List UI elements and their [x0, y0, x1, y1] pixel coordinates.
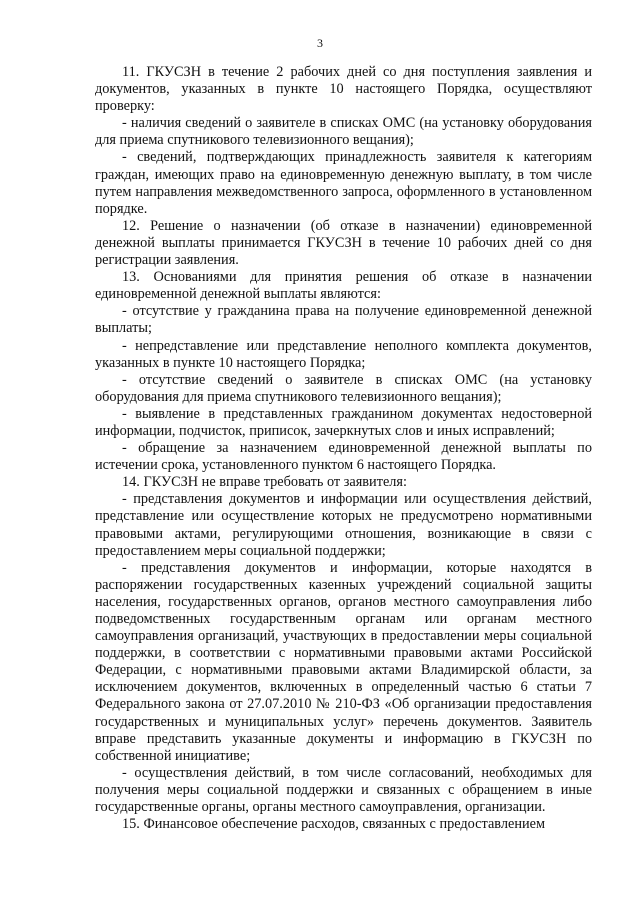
list-item-late-application: - обращение за назначением единовременной денежной выплаты по истечении срока, установленного пунктом 6 настоящего Порядка.	[95, 440, 592, 474]
list-item-false-info: - выявление в представленных гражданином документах недостоверной информации, подчисток, приписок, зачеркнутых слов и иных исправлений;	[95, 405, 592, 439]
paragraph-15: 15. Финансовое обеспечение расходов, связанных с предоставлением	[122, 816, 546, 833]
paragraph-12: 12. Решение о назначении (об отказе в назначении) единовременной денежной выплаты принимается ГКУСЗН в течение 10 рабочих дней со дня регистрации заявления.	[95, 217, 592, 269]
list-item-incomplete-docs: - непредставление или представление неполного комплекта документов, указанных в пункте 10 настоящего Порядка;	[95, 337, 592, 371]
paragraph-13: 13. Основаниями для принятия решения об отказе в назначении единовременной денежной выплаты являются:	[95, 269, 592, 303]
list-item-unregulated-docs: - представления документов и информации или осуществления действий, представление или осуществление которых не предусмотрено нормативными правовыми актами, регулирующими отношения, возникающие в связи с предоставлением меры социальной поддержки;	[95, 491, 592, 559]
document-body	[95, 64, 592, 833]
list-item-approvals: - осуществления действий, в том числе согласований, необходимых для получения меры социальной поддержки и связанных с обращением в иные государственные органы, органы местного самоуправления, организации.	[95, 764, 592, 816]
list-item-held-docs: - представления документов и информации, которые находятся в распоряжении государственных казенных учреждений социальной защиты населения, государственных органов, органов местного самоуправления либо подведомственных государственным органам или органам местного самоуправления организаций, участвующих в предоставлении меры социальной поддержки, в соответствии с нормативными правовыми актами Российской Федерации, с нормативными правовыми актами Владимирской области, за исключением документов, включенных в определенный частью 6 статьи 7 Федерального закона от 27.07.2010 № 210-ФЗ «Об организации предоставления государственных и муниципальных услуг» перечень документов. Заявитель вправе представить указанные документы и информацию в ГКУСЗН по собственной инициативе;	[95, 559, 592, 764]
list-item-category-check: - сведений, подтверждающих принадлежность заявителя к категориям граждан, имеющих право на единовременную денежную выплату, в том числе путем направления межведомственного запроса, оформленного в установленном порядке.	[95, 149, 592, 217]
paragraph-11: 11. ГКУСЗН в течение 2 рабочих дней со дня поступления заявления и документов, указанных в пункте 10 настоящего Порядка, осуществляют проверку:	[95, 64, 592, 115]
list-item-oms-check: - наличия сведений о заявителе в списках ОМС (на установку оборудования для приема спутникового телевизионного вещания);	[95, 115, 592, 149]
list-item-no-right: - отсутствие у гражданина права на получение единовременной денежной выплаты;	[95, 303, 592, 337]
list-item-no-oms-data: - отсутствие сведений о заявителе в списках ОМС (на установку оборудования для приема спутникового телевизионного вещания);	[95, 371, 592, 405]
page-number: 3	[317, 36, 323, 50]
paragraph-14: 14. ГКУСЗН не вправе требовать от заявителя:	[122, 474, 407, 491]
